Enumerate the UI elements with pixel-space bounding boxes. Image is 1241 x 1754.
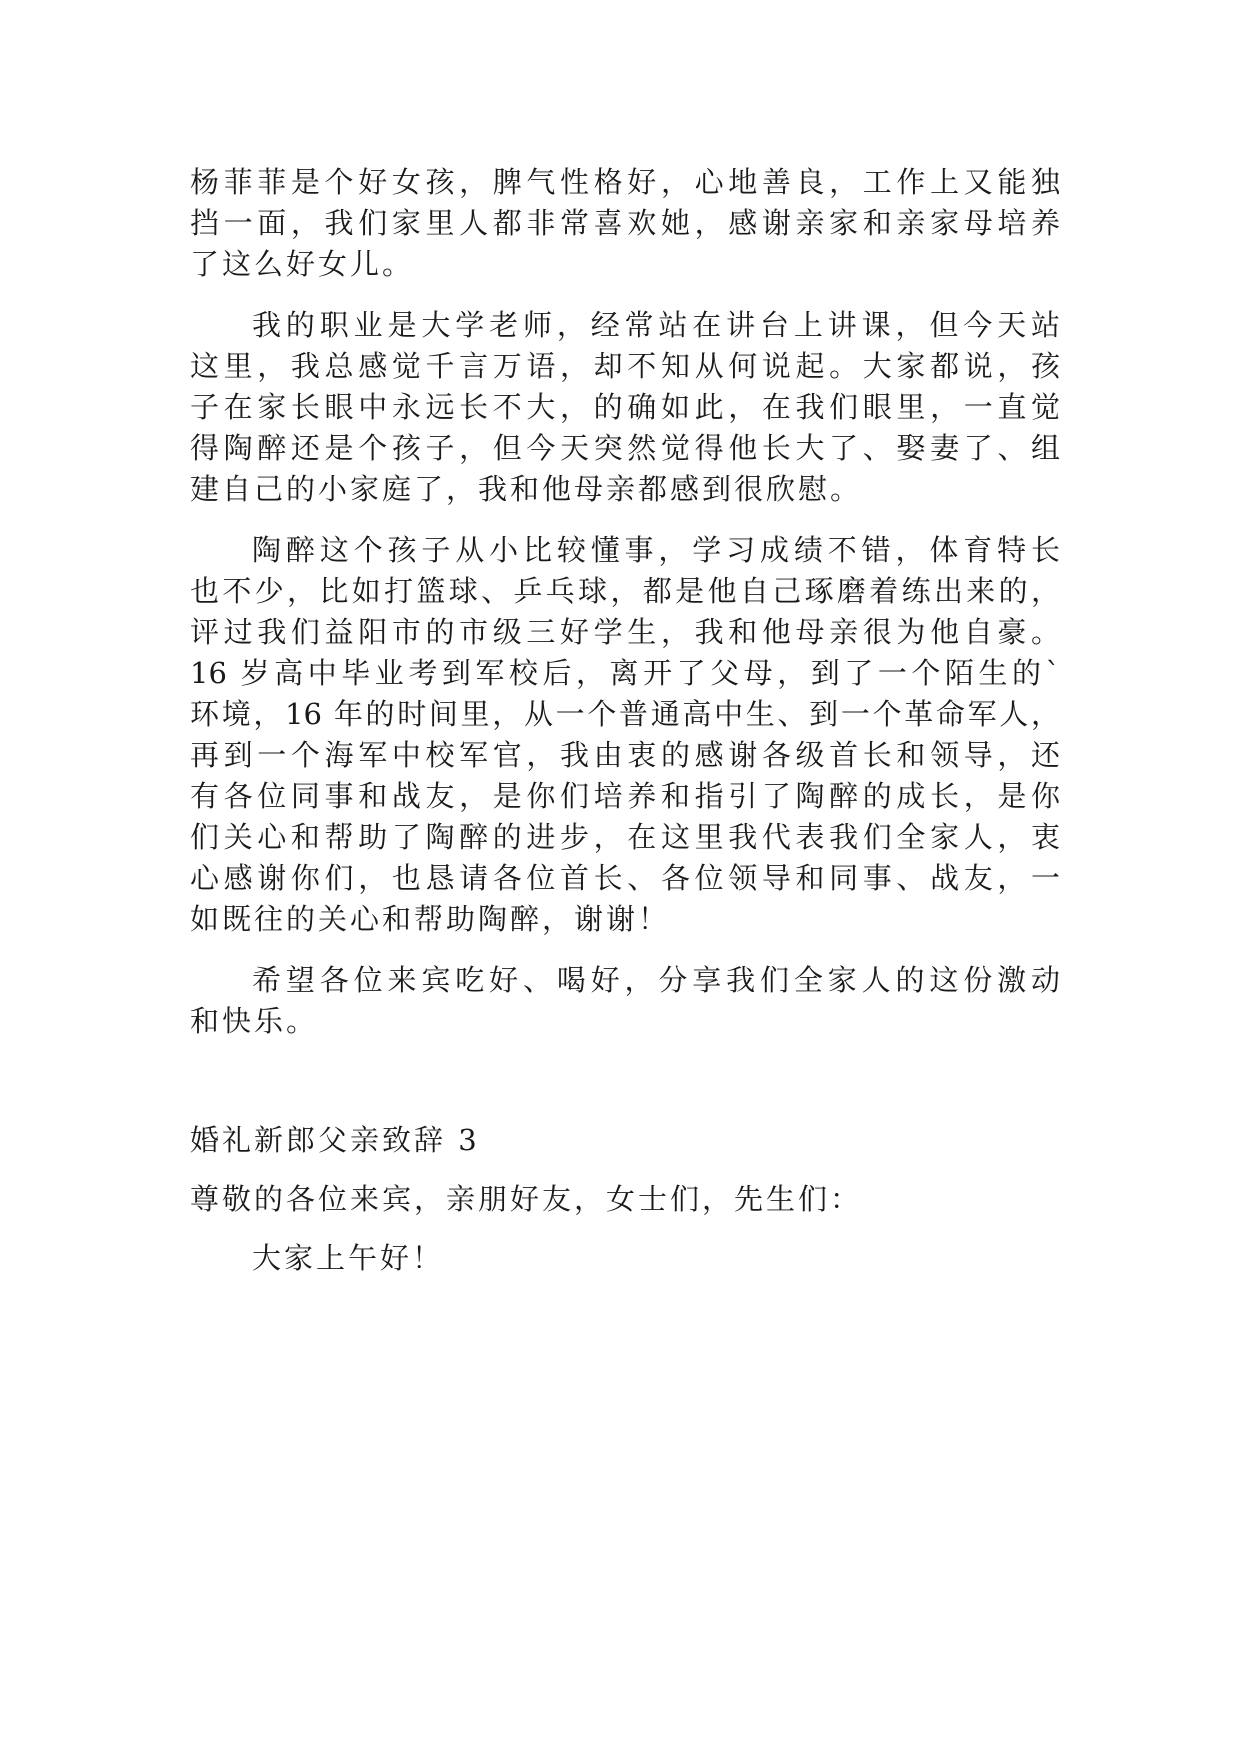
text-line: 得陶醉还是个孩子，但今天突然觉得他长大了、娶妻了、组 — [190, 431, 1060, 465]
text-line: 杨菲菲是个好女孩，脾气性格好，心地善良，工作上又能独 — [190, 165, 1060, 199]
text-line: 心感谢你们，也恳请各位首长、各位领导和同事、战友，一 — [190, 861, 1060, 895]
text-line: 这里，我总感觉千言万语，却不知从何说起。大家都说，孩 — [190, 349, 1060, 383]
text-line: 陶醉这个孩子从小比较懂事，学习成绩不错，体育特长 — [252, 533, 1060, 567]
paragraph-4 — [190, 960, 1060, 1042]
text-line: 希望各位来宾吃好、喝好，分享我们全家人的这份激动 — [252, 963, 1060, 997]
paragraph-1 — [190, 162, 1060, 285]
salutation: 尊敬的各位来宾，亲朋好友，女士们，先生们： — [190, 1182, 863, 1216]
text-line: 再到一个海军中校军官，我由衷的感谢各级首长和领导，还 — [190, 738, 1060, 772]
paragraph-2 — [190, 305, 1060, 510]
text-line: 评过我们益阳市的市级三好学生，我和他母亲很为他自豪。 — [190, 615, 1060, 649]
text-line: 环境，16 年的时间里，从一个普通高中生、到一个革命军人， — [190, 697, 1060, 731]
text-line: 们关心和帮助了陶醉的进步，在这里我代表我们全家人，衷 — [190, 820, 1060, 854]
greeting: 大家上午好！ — [252, 1241, 445, 1275]
text-line: 建自己的小家庭了，我和他母亲都感到很欣慰。 — [190, 472, 863, 506]
text-line: 挡一面，我们家里人都非常喜欢她，感谢亲家和亲家母培养 — [190, 206, 1060, 240]
paragraph-3 — [190, 530, 1060, 940]
text-line: 也不少，比如打篮球、乒乓球，都是他自己琢磨着练出来的， — [190, 574, 1060, 608]
text-line: 子在家长眼中永远长不大，的确如此，在我们眼里，一直觉 — [190, 390, 1060, 424]
text-line: 了这么好女儿。 — [190, 247, 415, 281]
text-line: 和快乐。 — [190, 1004, 319, 1038]
text-line: 我的职业是大学老师，经常站在讲台上讲课，但今天站 — [252, 308, 1060, 342]
text-line: 如既往的关心和帮助陶醉，谢谢！ — [190, 902, 671, 936]
section-title: 婚礼新郎父亲致辞 3 — [190, 1123, 480, 1157]
text-line: 有各位同事和战友，是你们培养和指引了陶醉的成长，是你 — [190, 779, 1060, 813]
document-body — [190, 162, 1060, 1279]
text-line: 16 岁高中毕业考到军校后，离开了父母，到了一个陌生的` — [190, 656, 1060, 690]
